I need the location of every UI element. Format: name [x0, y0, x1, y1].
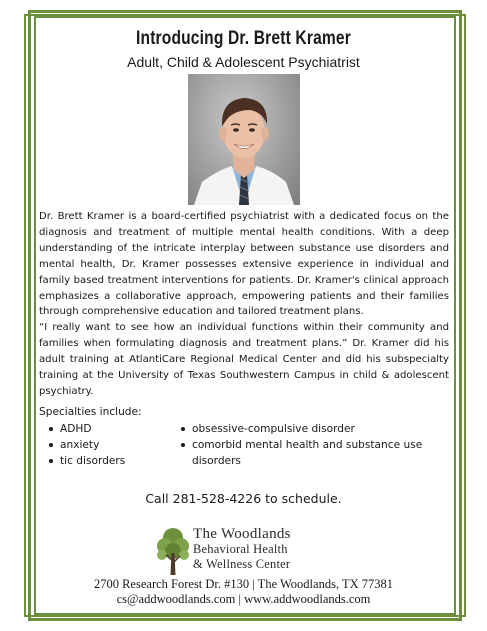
- logo-line-3: & Wellness Center: [193, 557, 291, 571]
- page-subtitle: Adult, Child & Adolescent Psychiatrist: [127, 54, 360, 70]
- specialties-heading: Specialties include:: [39, 406, 142, 418]
- specialty-item: anxiety: [43, 437, 173, 453]
- bio-paragraph-1: Dr. Brett Kramer is a board-certified psychiatrist with a dedicated focus on the diagnosis and treatment of multiple mental health conditions. With a deep understanding of the intricate interplay between substance use disorders and mental health, Dr. Kramer possesses extensive experience in individual and family based treatment interventions for patients. Dr. Kramer's clinical approach emphasizes a collaborative approach, empowering patients and their families through comprehensive education and tailored treatment plans.: [39, 211, 449, 318]
- call-to-schedule: Call 281-528-4226 to schedule.: [145, 491, 342, 506]
- specialty-item: tic disorders: [43, 453, 173, 469]
- practice-contact: cs@addwoodlands.com | www.addwoodlands.com: [116, 592, 371, 606]
- bio-paragraph-2: “I really want to see how an individual functions within their community and families when formulating diagnosis and treatment plans.” Dr. Kramer did his adult training at AtlantiCare Regional Medical Center and did his subspecialty training at the University of Texas Southwestern Campus in child & adolescent psychiatry.: [39, 322, 449, 397]
- tree-logo-icon: [156, 525, 190, 577]
- headshot-photo: [188, 74, 300, 205]
- specialty-item: obsessive-compulsive disorder: [175, 421, 430, 437]
- specialties-list-left: [43, 421, 173, 469]
- practice-address: 2700 Research Forest Dr. #130 | The Woodlands, TX 77381: [93, 577, 394, 591]
- specialties-list-right: [175, 421, 430, 469]
- logo-line-2: Behavioral Health: [193, 542, 288, 556]
- doctor-bio: [39, 209, 449, 400]
- headshot-illustration: [188, 74, 300, 205]
- practice-logo-text: [193, 527, 291, 572]
- specialty-item: ADHD: [43, 421, 173, 437]
- logo-line-1: The Woodlands: [193, 526, 291, 542]
- page-title: Introducing Dr. Brett Kramer: [136, 28, 351, 49]
- specialty-item: comorbid mental health and substance use disorders: [175, 437, 430, 469]
